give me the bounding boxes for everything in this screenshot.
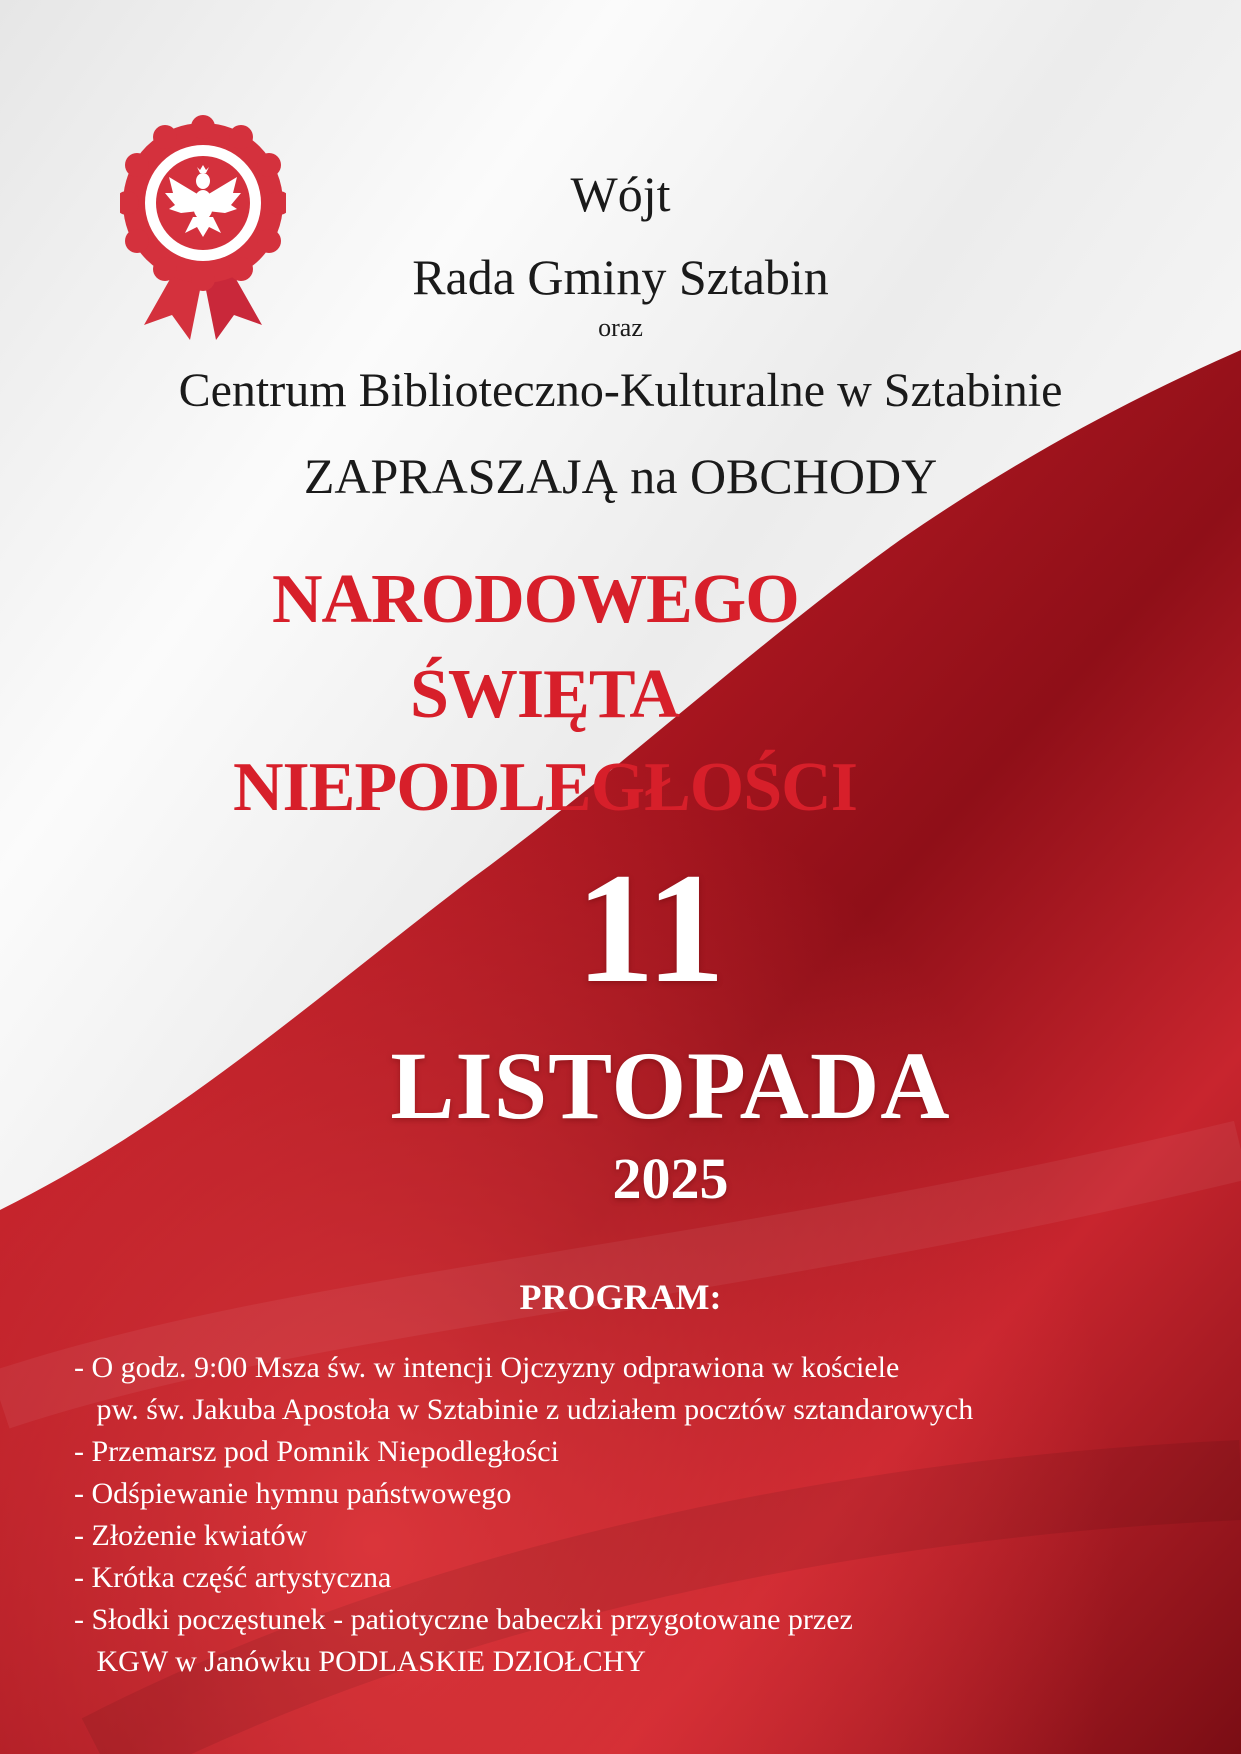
program-item: KGW w Janówku PODLASKIE DZIOŁCHY	[74, 1645, 646, 1678]
event-month: LISTOPADA	[390, 1032, 951, 1139]
event-title-line-2: ŚWIĘTA	[410, 656, 679, 733]
program-item: - Słodki poczęstunek - patiotyczne babeczki przygotowane przez	[74, 1603, 853, 1636]
program-item: - Przemarsz pod Pomnik Niepodległości	[74, 1435, 559, 1468]
program-item: - O godz. 9:00 Msza św. w intencji Ojczyzny odprawiona w kościele	[74, 1351, 900, 1384]
organizer-conjunction: oraz	[598, 313, 643, 342]
organizer-centrum: Centrum Biblioteczno-Kulturalne w Sztabinie	[178, 364, 1063, 417]
rosette-icon	[120, 115, 286, 340]
program-item: - Krótka część artystyczna	[74, 1561, 392, 1594]
program-list	[74, 1347, 973, 1683]
event-title-line-3: NIEPODLEGŁOŚCI	[233, 749, 857, 826]
program-title: PROGRAM:	[519, 1277, 722, 1317]
program-item: - Odśpiewanie hymnu państwowego	[74, 1477, 512, 1510]
program-item: - Złożenie kwiatów	[74, 1519, 308, 1552]
invitation-line: ZAPRASZAJĄ na OBCHODY	[303, 448, 938, 504]
event-year: 2025	[612, 1146, 729, 1211]
organizer-rada-gminy: Rada Gminy Sztabin	[412, 249, 829, 305]
event-day: 11	[575, 841, 726, 1016]
event-title-line-1: NARODOWEGO	[272, 561, 799, 638]
program-item: pw. św. Jakuba Apostoła w Sztabinie z udziałem pocztów sztandarowych	[74, 1393, 974, 1426]
organizer-wojt: Wójt	[570, 166, 671, 222]
